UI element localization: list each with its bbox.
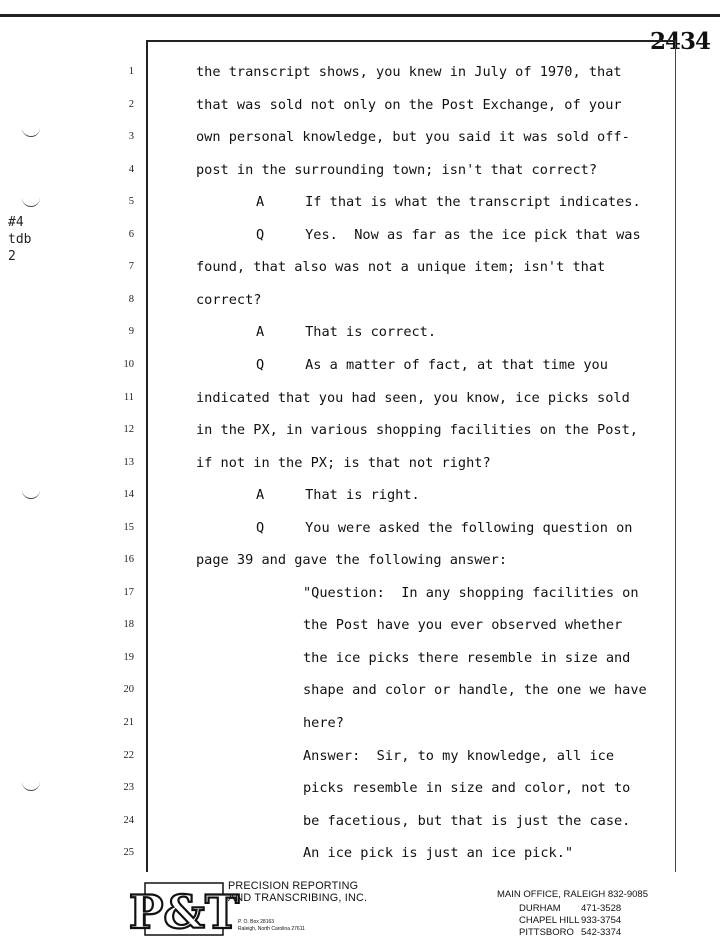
transcript-line: "Question: In any shopping facilities on (303, 584, 639, 601)
line-number: 22 (123, 749, 134, 761)
office-row (519, 903, 621, 914)
office-phone: 933-3754 (581, 915, 622, 926)
office-city: CHAPEL HILL (519, 915, 580, 926)
margin-note: #4 (8, 215, 24, 230)
transcript-line: An ice pick is just an ice pick." (303, 845, 574, 862)
line-number: 3 (128, 131, 134, 143)
line-number: 15 (123, 521, 134, 533)
transcript-line: here? (303, 715, 344, 731)
transcript-line: be facetious, but that is just the case. (303, 812, 631, 829)
address-line-1: P. O. Box 28163 (238, 919, 275, 925)
firm-line-2: AND TRANSCRIBING, INC. (228, 892, 368, 904)
transcript-line: the ice picks there resemble in size and (303, 649, 631, 666)
firm-line-1: PRECISION REPORTING (228, 880, 359, 892)
line-number: 5 (128, 196, 134, 208)
line-number: 10 (123, 358, 134, 370)
office-phone: 471-3528 (581, 903, 622, 914)
transcript-line: page 39 and gave the following answer: (196, 552, 507, 569)
line-number: 14 (123, 489, 134, 501)
line-number: 4 (128, 163, 134, 175)
office-row (519, 927, 621, 938)
line-number: 7 (128, 261, 134, 273)
transcript-line: the Post have you ever observed whether (303, 617, 623, 634)
line-number: 21 (123, 717, 134, 728)
firm-address (238, 919, 305, 933)
line-number: 9 (128, 326, 134, 338)
main-office: MAIN OFFICE, RALEIGH 832-9085 (497, 889, 648, 900)
transcript-line: picks resemble in size and color, not to (303, 780, 631, 797)
line-number: 6 (128, 228, 134, 240)
margin-note: tdb (8, 232, 32, 247)
transcript-line: that was sold not only on the Post Exchange, of your (196, 96, 622, 113)
line-number: 1 (128, 66, 134, 77)
line-number: 8 (128, 293, 134, 305)
transcript-line: indicated that you had seen, you know, ice picks sold (196, 389, 630, 406)
binder-hole-mark (22, 780, 40, 791)
pt-logo (128, 880, 240, 939)
transcript-line: Q As a matter of fact, at that time you (256, 356, 608, 373)
line-number: 19 (123, 651, 134, 663)
binder-hole-mark (22, 196, 40, 207)
margin-note: 2 (8, 249, 16, 264)
office-phone: 542-3374 (581, 927, 622, 938)
margin-notes (8, 214, 31, 265)
line-number: 16 (123, 554, 134, 566)
transcript-line: shape and color or handle, the one we have (303, 682, 647, 699)
line-number: 13 (123, 456, 134, 468)
line-number: 2 (128, 98, 134, 110)
transcript-line: own personal knowledge, but you said it was sold off- (196, 129, 630, 146)
line-number: 12 (123, 424, 134, 436)
transcript-line: correct? (196, 291, 262, 308)
transcript-line: in the PX, in various shopping facilities on the Post, (196, 422, 638, 439)
line-number: 18 (123, 619, 134, 631)
transcript-line: A If that is what the transcript indicates. (256, 194, 641, 211)
firm-name (228, 880, 367, 904)
line-number: 17 (123, 586, 134, 598)
line-number: 25 (123, 847, 134, 859)
line-number: 11 (123, 391, 134, 403)
transcript-line: Q You were asked the following question on (256, 519, 633, 536)
line-number: 23 (123, 782, 134, 794)
transcript-line: if not in the PX; is that not right? (196, 454, 491, 471)
line-number: 20 (123, 684, 134, 696)
logo-text: P&T (128, 885, 240, 939)
transcript-line: A That is right. (256, 487, 420, 504)
transcript-line: post in the surrounding town; isn't that correct? (196, 161, 598, 178)
binder-hole-mark (22, 488, 40, 499)
office-list (497, 889, 648, 938)
line-number: 24 (123, 814, 134, 826)
transcript-line: Q Yes. Now as far as the ice pick that was (256, 226, 641, 243)
page-number: 2434 (650, 28, 711, 55)
transcript-line: found, that also was not a unique item; isn't that (196, 259, 606, 276)
office-city: DURHAM (519, 903, 561, 914)
top-rule (0, 14, 720, 17)
transcript-line: the transcript shows, you knew in July of 1970, that (196, 64, 622, 80)
office-row (519, 915, 621, 926)
transcript-line: A That is correct. (256, 324, 437, 341)
transcript-line: Answer: Sir, to my knowledge, all ice (303, 747, 614, 764)
binder-hole-mark (22, 126, 40, 137)
address-line-2: Raleigh, North Carolina 27611 (238, 926, 305, 932)
office-city: PITTSBORO (519, 927, 574, 938)
